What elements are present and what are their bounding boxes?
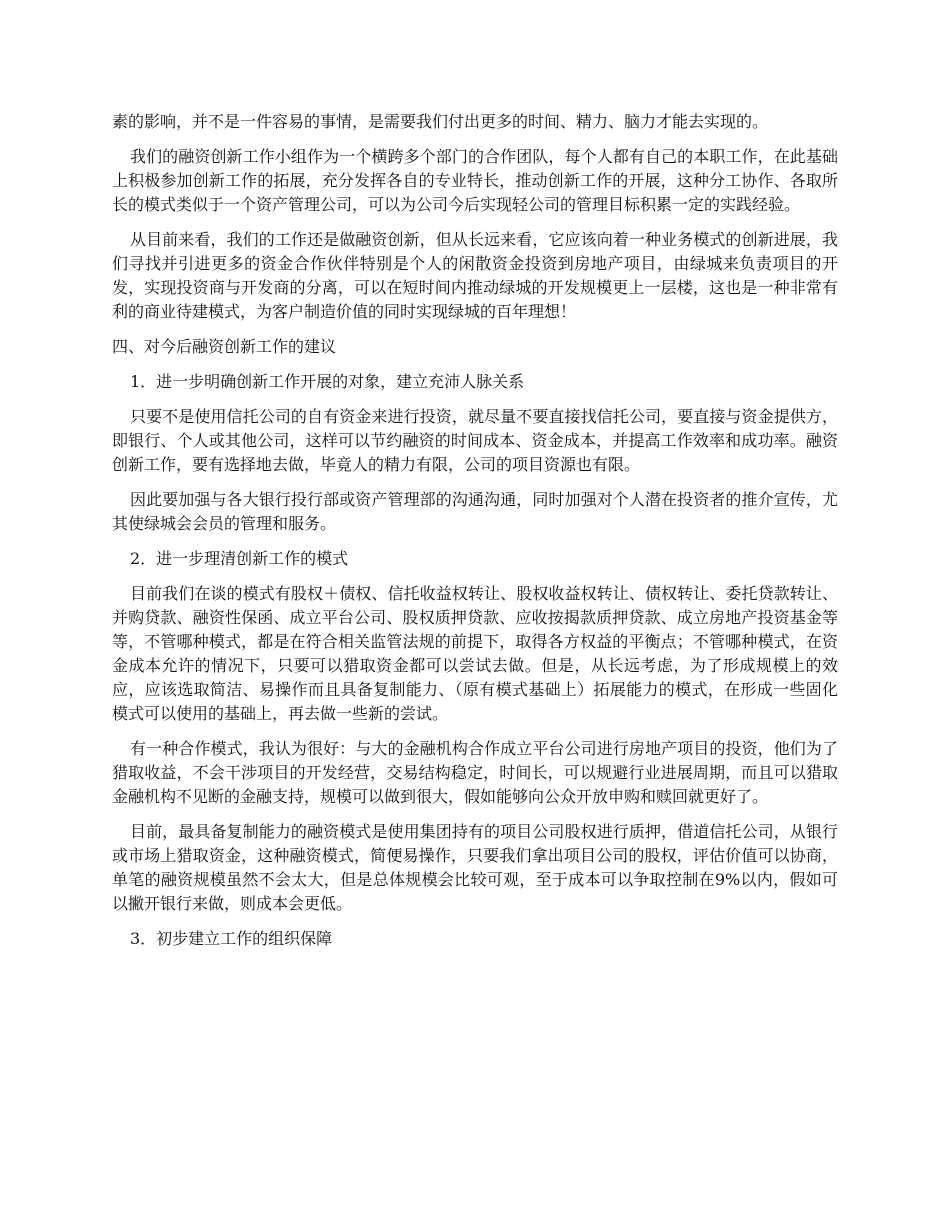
paragraph-equity-pledge: 目前，最具备复制能力的融资模式是使用集团持有的项目公司股权进行质押，借道信托公司，从银行或市场上猎取资金，这种融资模式，简便易操作，只要我们拿出项目公司的股权，评估价值可以协商，单笔的融资规模虽然不会太大，但是总体规模会比较可观，至于成本可以争取控制在9%以内，假如可以撇开银行来做，则成本会更低。 bbox=[112, 822, 838, 913]
paragraph-continuation: 素的影响，并不是一件容易的事情，是需要我们付出更多的时间、精力、脑力才能去实现的。 bbox=[112, 112, 769, 131]
paragraph-cooperation-model: 有一种合作模式，我认为很好：与大的金融机构合作成立平台公司进行房地产项目的投资，他们为了猎取收益，不会干涉项目的开发经营，交易结构稳定，时间长，可以规避行业进展周期，而且可以猎取金融机构不见断的金融支持，规模可以做到很大，假如能够向公众开放申购和赎回就更好了。 bbox=[112, 739, 838, 806]
paragraph-current-models: 目前我们在谈的模式有股权＋债权、信托收益权转让、股权收益权转让、债权转让、委托贷款转让、并购贷款、融资性保函、成立平台公司、股权质押贷款、应收按揭款质押贷款、成立房地产投资基金等等，不管哪种模式，都是在符合相关监管法规的前提下，取得各方权益的平衡点；不管哪种模式，在资金成本允许的情况下，只要可以猎取资金都可以尝试去做。但是，从长远考虑，为了形成规模上的效应，应该选取简洁、易操作而且具备复制能力、（原有模式基础上）拓展能力的模式，在形成一些固化模式可以使用的基础上，再去做一些新的尝试。 bbox=[112, 584, 838, 723]
paragraph-long-term-vision: 从目前来看，我们的工作还是做融资创新，但从长远来看，它应该向着一种业务模式的创新进展，我们寻找并引进更多的资金合作伙伴特别是个人的闲散资金投资到房地产项目，由绿城来负责项目的开发，实现投资商与开发商的分离，可以在短时间内推动绿城的开发规模更上一层楼，这也是一种非常有利的商业待建模式，为客户制造价值的同时实现绿城的百年理想！ bbox=[112, 230, 838, 321]
paragraph-bank-communication: 因此要加强与各大银行投行部或资产管理部的沟通沟通，同时加强对个人潜在投资者的推介宣传，尤其使绿城会会员的管理和服务。 bbox=[112, 490, 838, 533]
subheading-organization: 3．初步建立工作的组织保障 bbox=[130, 929, 333, 948]
subheading-clarify-targets: 1．进一步明确创新工作开展的对象，建立充沛人脉关系 bbox=[130, 372, 525, 391]
document-page bbox=[112, 110, 838, 962]
subheading-clarify-models: 2．进一步理清创新工作的模式 bbox=[130, 549, 349, 568]
paragraph-direct-funding: 只要不是使用信托公司的自有资金来进行投资，就尽量不要直接找信托公司，要直接与资金提供方，即银行、个人或其他公司，这样可以节约融资的时间成本、资金成本，并提高工作效率和成功率。融资创新工作，要有选择地去做，毕竟人的精力有限，公司的项目资源也有限。 bbox=[112, 407, 838, 474]
paragraph-team-structure: 我们的融资创新工作小组作为一个横跨多个部门的合作团队，每个人都有自己的本职工作，在此基础上积极参加创新工作的拓展，充分发挥各自的专业特长，推动创新工作的开展，这种分工协作、各取所长的模式类似于一个资产管理公司，可以为公司今后实现轻公司的管理目标积累一定的实践经验。 bbox=[112, 147, 838, 214]
section-heading-suggestions: 四、对今后融资创新工作的建议 bbox=[112, 337, 337, 356]
